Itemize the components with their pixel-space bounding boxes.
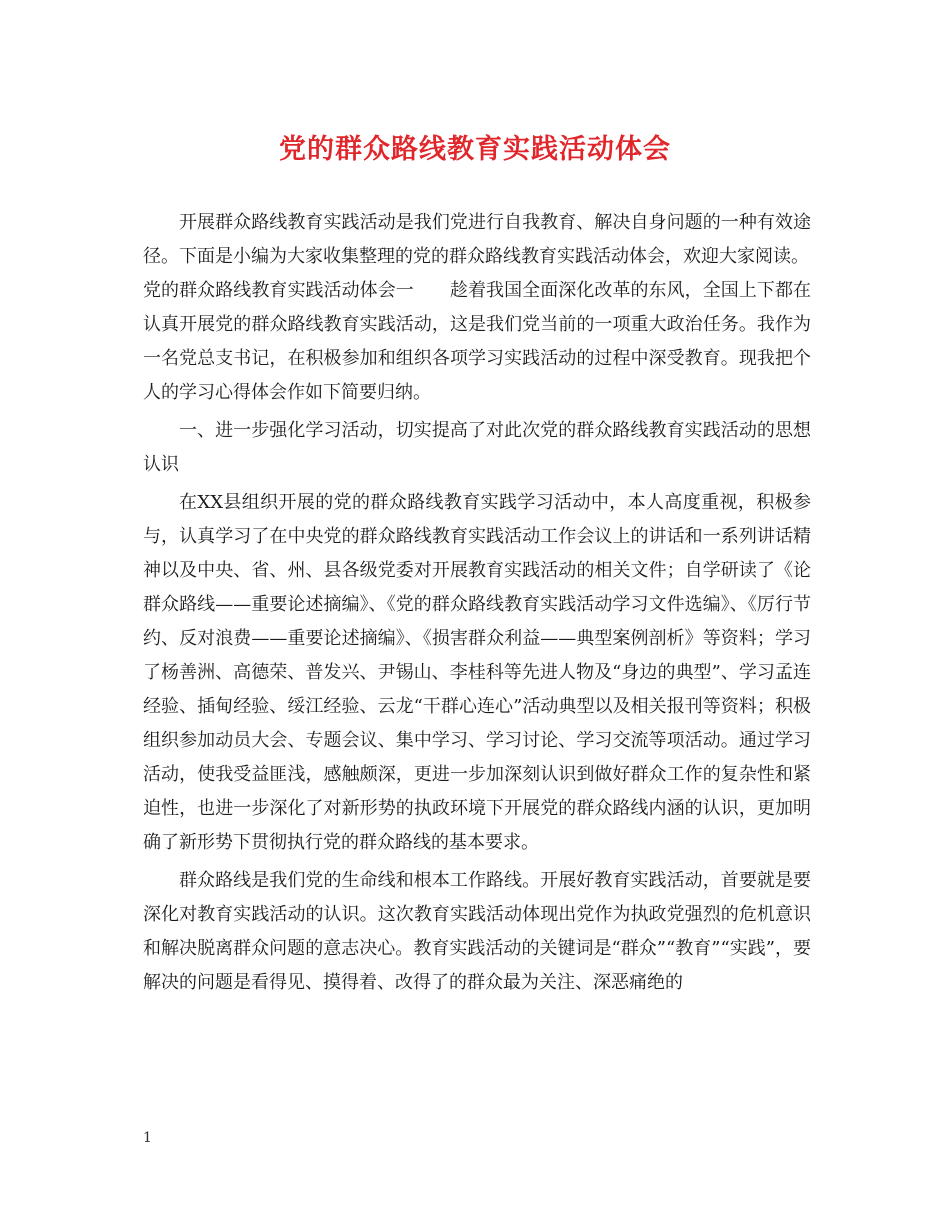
- section-one-paragraph: 党的群众路线教育实践活动体会一 趁着我国全面深化改革的东风，全国上下都在认真开展党的群众路线教育实践活动，这是我们党当前的一项重大政治任务。我作为一名党总支书记，在积极参加和组织各项学习实践活动的过程中深受教育。现我把个人的学习心得体会作如下简要归纳。: [143, 280, 811, 403]
- study-paragraph: 在XX县组织开展的党的群众路线教育实践学习活动中，本人高度重视，积极参与，认真学习了在中央党的群众路线教育实践活动工作会议上的讲话和一系列讲话精神以及中央、省、州、县各级党委对开展教育实践活动的相关文件；自学研读了《论群众路线——重要论述摘编》、《党的群众路线教育实践活动学习文件选编》、《厉行节约、反对浪费——重要论述摘编》、《损害群众利益——典型案例剖析》等资料；学习了杨善洲、高德荣、普发兴、尹锡山、李桂科等先进人物及“身边的典型”、学习孟连经验、插甸经验、绥江经验、云龙“干群心连心”活动典型以及相关报刊等资料；积极组织参加动员大会、专题会议、集中学习、学习讨论、学习交流等项活动。通过学习活动，使我受益匪浅，感触颇深，更进一步加深刻认识到做好群众工作的复杂性和紧迫性，也进一步深化了对新形势的执政环境下开展党的群众路线内涵的认识，更加明确了新形势下贯彻执行党的群众路线的基本要求。: [143, 492, 811, 853]
- document-body: [143, 200, 811, 1000]
- heading-paragraph: 一、进一步强化学习活动，切实提高了对此次党的群众路线教育实践活动的思想认识: [143, 420, 811, 475]
- page-number: 1: [143, 1130, 152, 1146]
- mass-line-paragraph: 群众路线是我们党的生命线和根本工作路线。开展好教育实践活动，首要就是要深化对教育实践活动的认识。这次教育实践活动体现出党作为执政党强烈的危机意识和解决脱离群众问题的意志决心。教育实践活动的关键词是“群众”“教育”“实践”，要解决的问题是看得见、摸得着、改得了的群众最为关注、深恶痛绝的: [143, 870, 811, 993]
- document-title: 党的群众路线教育实践活动体会: [279, 134, 671, 165]
- intro-paragraph: 开展群众路线教育实践活动是我们党进行自我教育、解决自身问题的一种有效途径。下面是小编为大家收集整理的党的群众路线教育实践活动体会，欢迎大家阅读。: [143, 212, 811, 267]
